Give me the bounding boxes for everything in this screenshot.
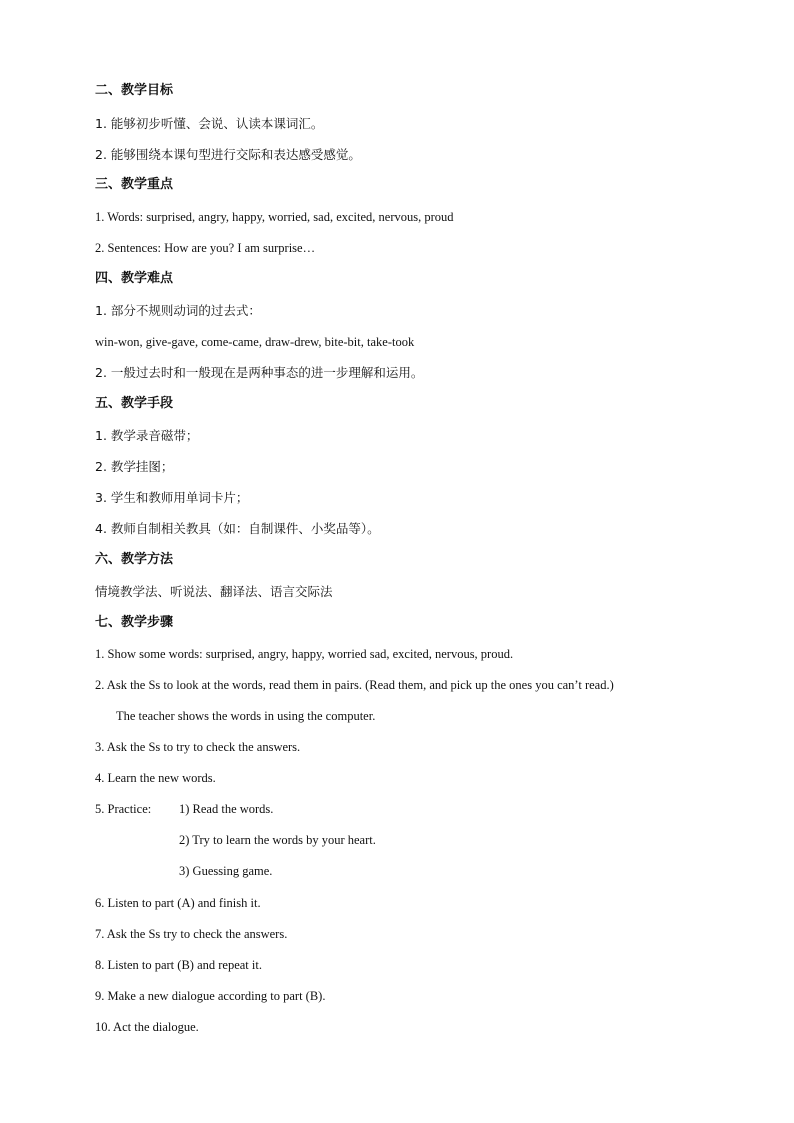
step-2-note: The teacher shows the words in using the computer. xyxy=(116,709,376,723)
step-5-subitem: 2) Try to learn the words by your heart. xyxy=(179,833,376,847)
step-2: 2. Ask the Ss to look at the words, read them in pairs. (Read them, and pick up the ones you can’t read.) xyxy=(95,678,614,692)
step-3: 3. Ask the Ss to try to check the answers. xyxy=(95,740,301,754)
objective-item: 1. 能够初步听懂、会说、认读本课词汇。 xyxy=(95,116,324,131)
difficulty-item: 1. 部分不规则动词的过去式： xyxy=(95,303,261,318)
section-heading-steps: 七、教学步骤 xyxy=(95,615,174,630)
key-point-item: 1. Words: surprised, angry, happy, worried, sad, excited, nervous, proud xyxy=(95,210,454,224)
difficulty-item: 2. 一般过去时和一般现在是两种事态的进一步理解和运用。 xyxy=(95,365,424,380)
step-10: 10. Act the dialogue. xyxy=(95,1020,199,1034)
means-item: 1. 教学录音磁带； xyxy=(95,428,199,443)
step-1: 1. Show some words: surprised, angry, happy, worried sad, excited, nervous, proud. xyxy=(95,647,514,661)
section-heading-key-points: 三、教学重点 xyxy=(95,177,174,192)
step-6: 6. Listen to part (A) and finish it. xyxy=(95,896,261,910)
key-point-item: 2. Sentences: How are you? I am surprise… xyxy=(95,241,316,255)
step-5-subitem: 3) Guessing game. xyxy=(179,864,273,878)
step-5-subitem: 1) Read the words. xyxy=(179,802,274,816)
step-8: 8. Listen to part (B) and repeat it. xyxy=(95,958,262,972)
step-7: 7. Ask the Ss try to check the answers. xyxy=(95,927,288,941)
means-item: 3. 学生和教师用单词卡片； xyxy=(95,490,249,505)
objective-item: 2. 能够围绕本课句型进行交际和表达感受感觉。 xyxy=(95,147,361,162)
step-5-label: 5. Practice: xyxy=(95,802,152,816)
difficulty-item: win-won, give-gave, come-came, draw-drew, bite-bit, take-took xyxy=(95,335,415,349)
methods-text: 情境教学法、听说法、翻译法、语言交际法 xyxy=(95,584,333,599)
section-heading-means: 五、教学手段 xyxy=(95,396,174,411)
section-heading-difficulties: 四、教学难点 xyxy=(95,271,174,286)
step-4: 4. Learn the new words. xyxy=(95,771,216,785)
step-9: 9. Make a new dialogue according to part (B). xyxy=(95,989,326,1003)
means-item: 4. 教师自制相关教具（如：自制课件、小奖品等）。 xyxy=(95,521,380,536)
means-item: 2. 教学挂图； xyxy=(95,459,174,474)
section-heading-objectives: 二、教学目标 xyxy=(95,83,174,98)
section-heading-methods: 六、教学方法 xyxy=(95,552,174,567)
